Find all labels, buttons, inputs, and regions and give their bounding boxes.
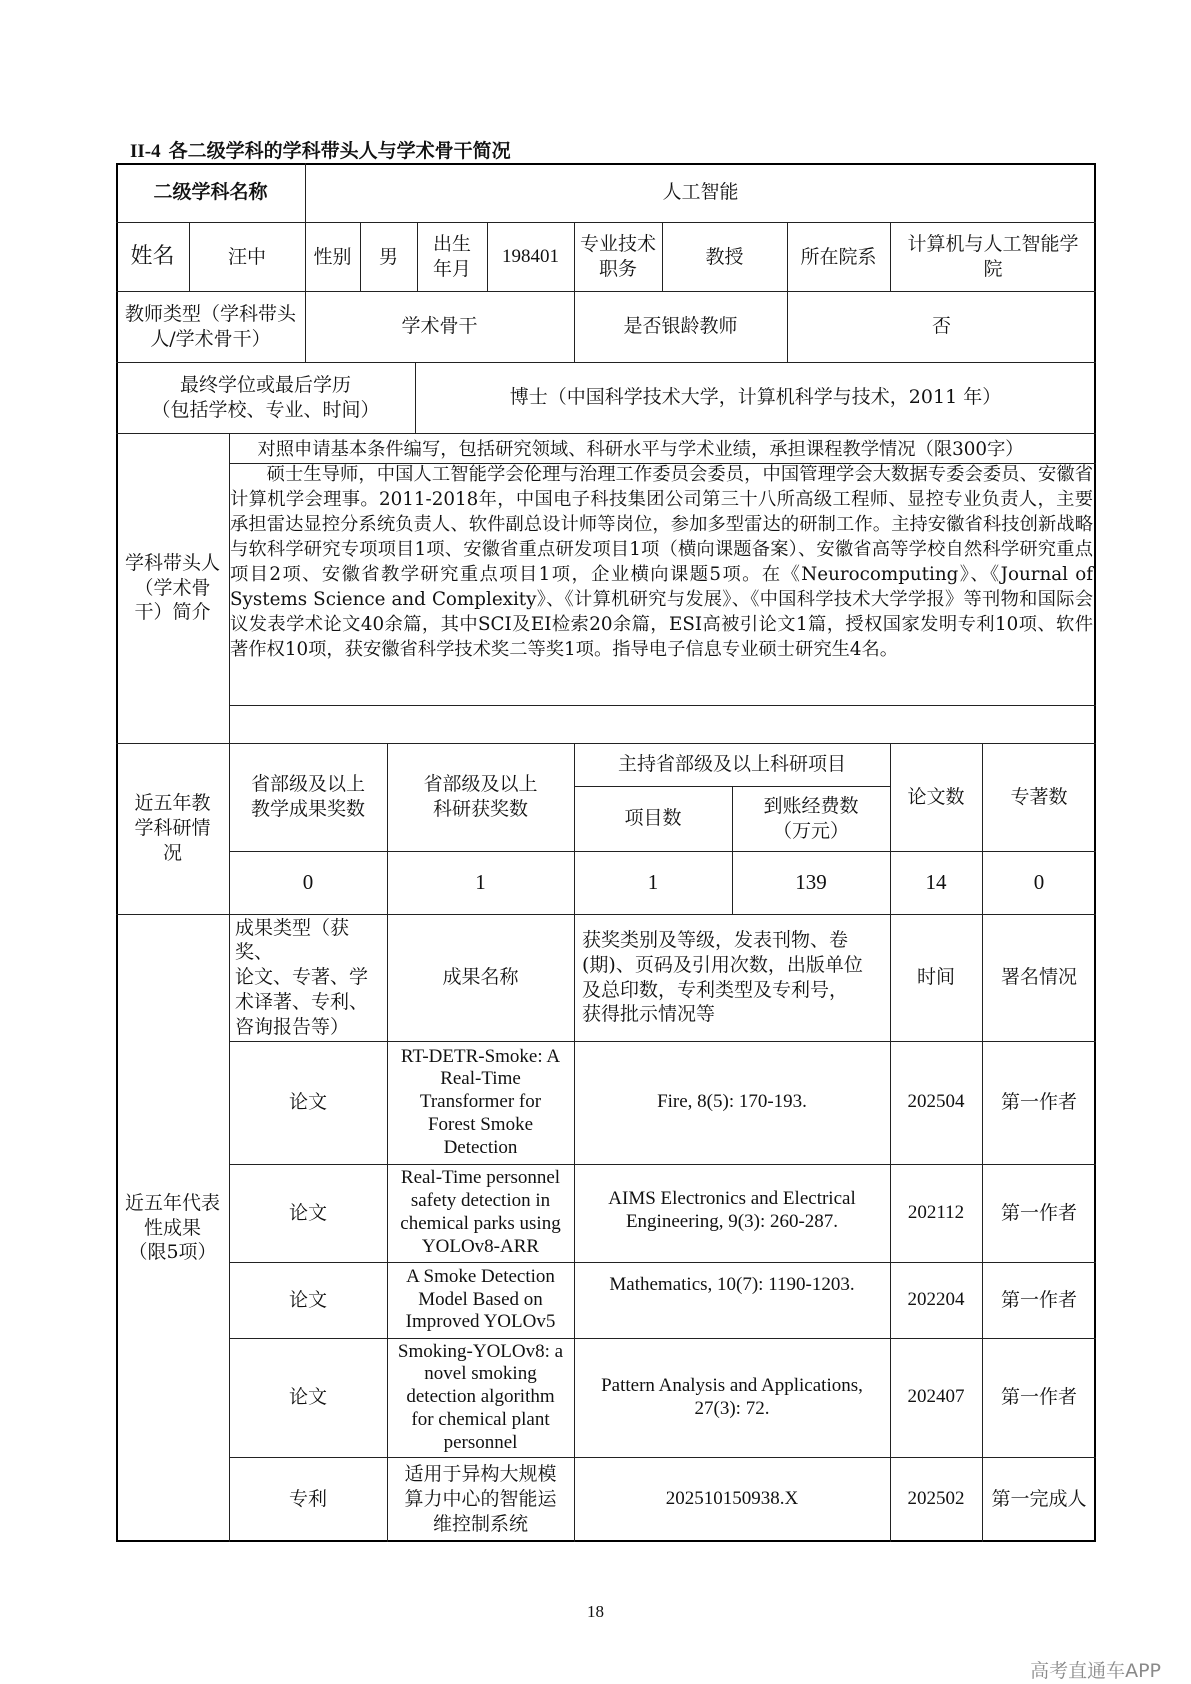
sci-award-value: 1 <box>475 869 486 894</box>
page-number: 18 <box>587 1602 604 1621</box>
result-name: RT-DETR-Smoke: A Real-Time Transformer for Forest Smoke Detection <box>400 1045 561 1158</box>
papers-value: 14 <box>925 869 947 894</box>
result-type: 专利 <box>288 1488 327 1511</box>
teacher-type-value: 学术骨干 <box>401 315 478 338</box>
result-name: Smoking-YOLOv8: a novel smoking detection algorithm for chemical plant personnel <box>397 1340 564 1453</box>
degree-label: 最终学位或最后学历 （包括学校、专业、时间） <box>151 373 380 421</box>
result-time: 202112 <box>907 1201 965 1223</box>
dept-label: 所在院系 <box>800 245 877 268</box>
result-time: 202204 <box>907 1288 965 1310</box>
birth-label: 出生 年月 <box>432 233 471 280</box>
subject-label: 二级学科名称 <box>153 181 268 204</box>
dept-value: 计算机与人工智能学 院 <box>907 233 1079 280</box>
section-title-text: 各二级学科的学科带头人与学术骨干简况 <box>168 140 511 162</box>
results-sign-header: 署名情况 <box>1000 966 1077 989</box>
name-value: 汪中 <box>227 245 266 268</box>
intro-header: 对照申请基本条件编写，包括研究领域、科研水平与学术业绩，承担课程教学情况（限300字） <box>257 439 1024 460</box>
result-type: 论文 <box>288 1201 327 1224</box>
papers-header: 论文数 <box>907 785 965 808</box>
result-detail: Mathematics, 10(7): 1190-1203. <box>609 1274 855 1295</box>
books-value: 0 <box>1033 869 1045 894</box>
silver-teacher-label: 是否银龄教师 <box>623 315 738 338</box>
result-detail: Pattern Analysis and Applications, 27(3): 72. <box>601 1374 863 1419</box>
result-time: 202407 <box>907 1386 965 1408</box>
result-type: 论文 <box>288 1091 327 1114</box>
project-count-header: 项目数 <box>624 807 682 830</box>
teacher-type-label: 教师类型（学科带头 人/学术骨干） <box>124 302 296 350</box>
subject-value: 人工智能 <box>662 181 739 204</box>
result-type: 论文 <box>288 1288 327 1311</box>
gender-value: 男 <box>378 245 398 268</box>
watermark: 高考直通车APP <box>1030 1660 1161 1682</box>
name-label: 姓名 <box>130 243 175 269</box>
teach-award-value: 0 <box>302 869 314 894</box>
project-count-value: 1 <box>647 869 659 894</box>
section-number: II-4 <box>130 141 161 162</box>
degree-value: 博士（中国科学技术大学，计算机科学与技术，2011 年） <box>509 386 1002 409</box>
title-value: 教授 <box>705 245 744 268</box>
result-name: A Smoke Detection Model Based on Improved YOLOv5 <box>405 1265 556 1333</box>
result-type: 论文 <box>288 1386 327 1409</box>
intro-body: 硕士生导师，中国人工智能学会伦理与治理工作委员会委员，中国管理学会大数据专委会委员、安徽省计算机学会理事。2011-2018年，中国电子科技集团公司第三十八所高级工程师、显控专业负责人，主要承担雷达显控分系统负责人、软件副总设计师等岗位，参加多型雷达的研制工作。主持安徽省科技创新战略与软科学研究专项项目1项、安徽省重点研发项目1项（横向课题备案）、安徽省高等学校自然科学研究重点项目2项、安徽省教学研究重点项目1项，企业横向课题5项。在《Neurocomputing》、《Journal of Systems Science and Complexity》、《计算机研究与发展》、《中国科学技术大学学报》等刊物和国际会议发表学术论文40余篇，其中SCI及EI检索20余篇，ESI高被引论文1篇，授权国家发明专利10项、软件著作权10项，获安徽省科学技术奖二等奖1项。指导电子信息专业硕士研究生4名。 <box>230 464 1093 660</box>
books-header: 专著数 <box>1010 785 1068 808</box>
intro-text <box>230 437 1093 662</box>
result-name: Real-Time personnel safety detection in chemical parks using YOLOv8-ARR <box>400 1167 561 1257</box>
section-title <box>130 136 511 163</box>
results-type-header: 成果类型（获奖、 论文、专著、学 术译著、专利、 咨询报告等） <box>235 916 369 1038</box>
result-sign: 第一作者 <box>1000 1091 1077 1114</box>
silver-teacher-value: 否 <box>931 315 951 338</box>
research-label: 近五年教 学科研情 况 <box>134 792 211 864</box>
results-time-header: 时间 <box>916 966 955 989</box>
results-detail-header: 获奖类别及等级，发表刊物、卷 (期)、页码及引用次数，出版单位 及总印数，专利类型及专利号， 获得批示情况等 <box>582 929 863 1026</box>
teach-award-header: 省部级及以上 教学成果奖数 <box>250 773 365 820</box>
result-detail: Fire, 8(5): 170-193. <box>657 1091 807 1113</box>
birth-value: 198401 <box>502 245 559 267</box>
intro-label: 学科带头人 （学术骨 干）简介 <box>124 551 220 624</box>
results-name-header: 成果名称 <box>442 966 519 989</box>
gender-label: 性别 <box>313 245 352 268</box>
result-detail: AIMS Electronics and Electrical Engineering, 9(3): 260-287. <box>608 1188 856 1232</box>
result-sign: 第一作者 <box>1000 1201 1077 1224</box>
result-time: 202504 <box>907 1091 965 1113</box>
result-detail: 202510150938.X <box>665 1488 799 1510</box>
result-sign: 第一完成人 <box>991 1488 1087 1511</box>
results-label: 近五年代表 性成果 （限5项） <box>124 1191 220 1264</box>
project-group-header: 主持省部级及以上科研项目 <box>617 753 846 776</box>
funds-value: 139 <box>795 869 827 894</box>
result-sign: 第一作者 <box>1000 1386 1077 1409</box>
sci-award-header: 省部级及以上 科研获奖数 <box>423 773 538 820</box>
result-name: 适用于异构大规模 算力中心的智能运 维控制系统 <box>404 1463 557 1535</box>
title-label: 专业技术 职务 <box>579 233 656 280</box>
funds-header: 到账经费数 （万元） <box>763 794 859 842</box>
result-sign: 第一作者 <box>1000 1288 1077 1311</box>
result-time: 202502 <box>907 1488 965 1510</box>
